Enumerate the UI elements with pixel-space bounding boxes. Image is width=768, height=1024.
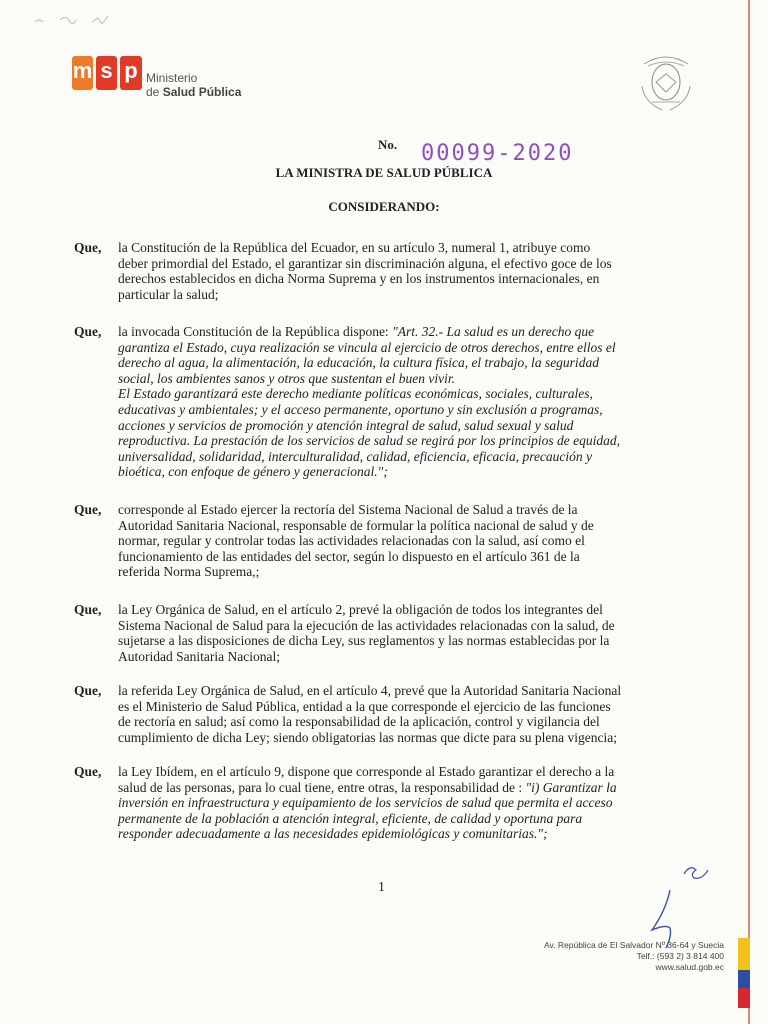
clause-line: salud de las personas, para lo cual tiene, entre otras, la responsabilidad de : [118,779,526,795]
clause-label: Que, [74,683,102,698]
clause-label: Que, [74,240,102,255]
clause-paragraph [74,764,702,842]
clause-paragraph [74,324,702,480]
national-seal-icon [638,52,694,116]
clause-line: es el Ministerio de Salud Pública, entidad a la que corresponde el ejercicio de las funciones [118,698,611,714]
clause-quote-line: garantiza el Estado, cuya realización se vincula al ejercicio de otros derechos, entre ellos el [118,339,616,355]
footer-phone: Telf.: (593 2) 3 814 400 [636,951,724,961]
logo-letter-m: m [72,56,93,90]
flag-blue-band [738,970,750,988]
clause-line: derechos establecidos en dicha Norma Suprema y en los instrumentos internacionales, en [118,271,600,287]
footer-website: www.salud.gob.ec [655,962,724,972]
clause-label: Que, [74,324,102,339]
clause-quote-line: responder adecuadamente a las necesidades epidemiológicas y comunitarias."; [118,826,548,842]
clause-paragraph [74,502,702,580]
clause-line: la Constitución de la República del Ecuador, en su artículo 3, numeral 1, atribuye como [118,240,591,255]
clause-quote-line: "i) Garantizar la [525,779,617,795]
clause-line: funcionamiento de las entidades del sector, según lo dispuesto en el artículo 361 de la [118,548,580,564]
clause-line: Autoridad Sanitaria Nacional, responsable de formular la política nacional de salud y de [118,517,594,533]
logo-letter-p: p [120,56,142,90]
clause-line: la Ley Ibídem, en el artículo 9, dispone que corresponde al Estado garantizar el derecho a la [118,764,615,779]
document-number-label: No. [378,137,398,152]
clause-line: Sistema Nacional de Salud para la ejecución de las actividades relacionadas con la salud, de [118,617,615,633]
clause-label: Que, [74,502,102,517]
considerando-heading: CONSIDERANDO: [328,199,440,214]
flag-red-band [738,988,750,1008]
clause-quote-line: educativas y ambientales; y el acceso permanente, oportuno y sin exclusión a programas, [118,401,603,417]
clause-quote-line: acciones y servicios de promoción y atención integral de salud, salud sexual y salud [118,417,574,433]
clause-line: la referida Ley Orgánica de Salud, en el artículo 4, prevé que la Autoridad Sanitaria Nacional [118,683,622,698]
clause-line: normar, regular y controlar todas las actividades relacionadas con la salud, así como el [118,533,585,549]
clause-label: Que, [74,602,102,617]
flag-yellow-band [738,938,750,970]
logo-line-2-bold: Salud Pública [162,85,242,99]
clause-line: cumplimiento de dicha Ley; siendo obligatorias las normas que dicte para su plena vigencia; [118,729,617,745]
clause-paragraph [74,602,702,664]
page-number: 1 [378,880,385,895]
document-title: LA MINISTRA DE SALUD PÚBLICA [275,165,493,180]
clause-quote-line: bioética, con enfoque de género y generacional."; [118,464,388,480]
document-number-stamp: 00099-2020 [421,141,574,166]
handwritten-signature [636,860,716,950]
clause-quote-line: inversión en infraestructura y equipamiento de los servicios de salud que permita el acceso [118,795,613,811]
footer-address: Av. República de El Salvador Nº 36-64 y Suecia [544,940,724,950]
clause-line: referida Norma Suprema,; [118,564,260,580]
clause-line: la Ley Orgánica de Salud, en el artículo 2, prevé la obligación de todos los integrantes del [118,602,603,617]
clause-line: la invocada Constitución de la República dispone: [118,324,393,339]
clause-quote-line: derecho al agua, la alimentación, la educación, la cultura física, el trabajo, la seguridad [118,355,599,371]
clause-line: de rectoría en salud; así como la responsabilidad de la aplicación, control y vigilancia del [118,714,600,730]
logo-letter-s: s [96,56,117,90]
show-through-marks [30,8,120,34]
clause-quote-line: reproductiva. La prestación de los servicios de salud se regirá por los principios de equidad, [118,433,620,449]
flag-color-bar [738,938,750,1008]
footer-contact [544,940,724,973]
clause-line: deber primordial del Estado, el garantizar sin discriminación alguna, el efectivo goce de los [118,255,612,271]
clause-line: Autoridad Sanitaria Nacional; [118,648,280,664]
logo-line-1: Ministerio [146,71,198,85]
clause-paragraph [74,683,702,745]
clause-line: sujetarse a las disposiciones de dicha Ley, sus reglamentos y las normas establecidas por la [118,633,610,649]
clause-label: Que, [74,764,102,779]
clause-quote-line: "Art. 32.- La salud es un derecho que [392,324,595,339]
clause-line: particular la salud; [118,286,219,302]
clause-quote-line: permanente de la población a atención integral, eficiente, de calidad y oportuna para [118,810,583,826]
clause-paragraph [74,240,702,302]
clause-quote-line: social, los ambientes sanos y otros que sustentan el buen vivir. [118,370,455,386]
clause-quote-line: El Estado garantizará este derecho mediante políticas económicas, sociales, culturales, [118,386,593,402]
clause-line: corresponde al Estado ejercer la rectoría del Sistema Nacional de Salud a través de la [118,502,578,517]
logo-line-2-prefix: de [146,85,163,99]
logo-text [146,71,241,99]
clause-quote-line: universalidad, solidaridad, interculturalidad, calidad, eficiencia, eficacia, precaución y [118,448,593,464]
page-edge-line [748,0,750,1024]
